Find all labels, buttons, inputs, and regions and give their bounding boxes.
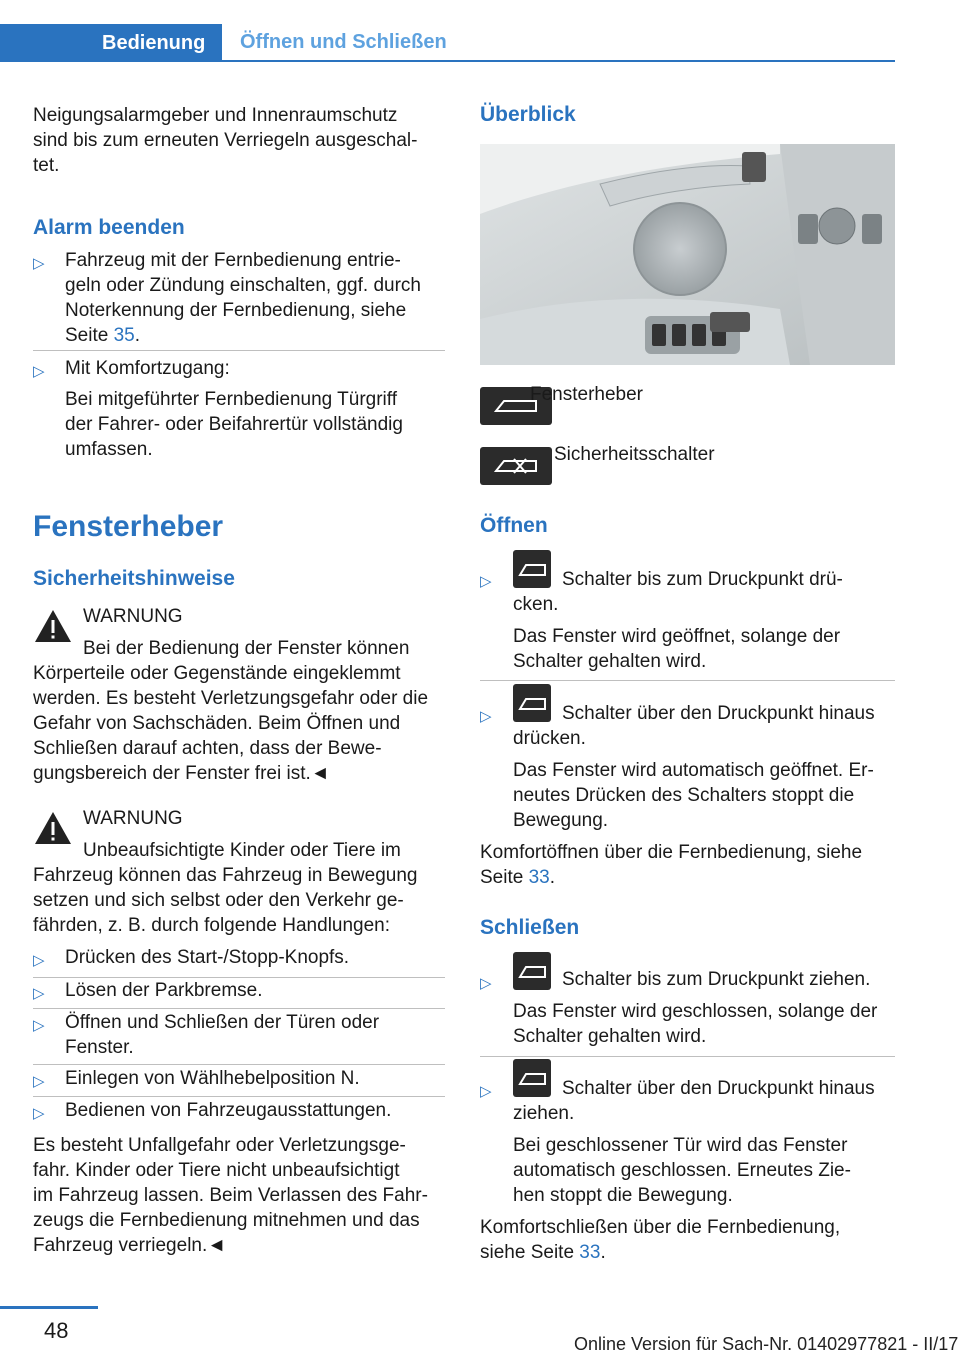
bullet-icon: ▷ — [33, 255, 45, 272]
alarm-bullet-1: Fahrzeug mit der Fernbedienung entrie- geln oder Zündung einschalten, ggf. durch Noterkennung der Fernbedienung, siehe Seite 35. — [65, 250, 421, 346]
open-bullet-2-line: Schalter über den Druckpunkt hinaus — [562, 703, 875, 724]
close-bullet-1-line: Schalter bis zum Druckpunkt ziehen. — [562, 969, 871, 990]
warning-triangle-icon — [33, 608, 73, 644]
page-link-33[interactable]: 33 — [579, 1242, 601, 1263]
warning-2-first-line: Unbeaufsichtigte Kinder oder Tiere im — [83, 840, 401, 861]
intro-paragraph: Neigungsalarmgeber und Innenraumschutz sind bis zum erneuten Verriegeln ausgeschal- tet. — [33, 105, 418, 176]
divider — [33, 1064, 445, 1065]
bullet-icon: ▷ — [480, 573, 492, 590]
bullet-icon: ▷ — [480, 975, 492, 992]
open-heading: Öffnen — [480, 514, 548, 537]
footer-rule — [0, 1306, 98, 1309]
divider — [33, 350, 445, 351]
list-item: Drücken des Start-/Stopp-Knopfs. — [65, 947, 350, 968]
divider — [480, 1056, 895, 1057]
open-bullet-1-cont: cken. — [513, 594, 559, 615]
list-item: Einlegen von Wählhebelposition N. — [65, 1068, 360, 1089]
legend-sicherheitsschalter: Sicherheitsschalter — [554, 444, 715, 465]
window-switch-icon — [513, 1059, 551, 1097]
safety-switch-legend-icon — [480, 447, 552, 485]
divider — [480, 680, 895, 681]
main-heading: Fensterheber — [33, 510, 224, 543]
page-header — [0, 24, 960, 62]
divider — [33, 1096, 445, 1097]
bullet-icon: ▷ — [33, 1017, 45, 1034]
bullet-icon: ▷ — [33, 1105, 45, 1122]
warning-2-body: Fahrzeug können das Fahrzeug in Bewegung setzen und sich selbst oder den Verkehr ge- fährden, z. B. durch folgende Handlungen: — [33, 865, 418, 936]
window-switch-icon — [513, 684, 551, 722]
close-bullet-1-sub: Das Fenster wird geschlossen, solange der Schalter gehalten wird. — [513, 1001, 878, 1047]
warning-2-end: Es besteht Unfallgefahr oder Verletzungsge- fahr. Kinder oder Tiere nicht unbeaufsichtigt im Fahrzeug lassen. Beim Verlassen des Fahr- zeugs die Fernbedienung mitnehmen und das Fahrzeug verriegeln.◄ — [33, 1135, 428, 1256]
open-bullet-1-sub: Das Fenster wird geöffnet, solange der Schalter gehalten wird. — [513, 626, 841, 672]
close-bullet-2-cont: ziehen. — [513, 1103, 575, 1124]
close-bullet-2-sub: Bei geschlossener Tür wird das Fenster automatisch geschlossen. Erneutes Zie- hen stoppt die Bewegung. — [513, 1135, 851, 1206]
close-bullet-2-line: Schalter über den Druckpunkt hinaus — [562, 1078, 875, 1099]
bullet-icon: ▷ — [480, 708, 492, 725]
bullet-icon: ▷ — [33, 952, 45, 969]
door-panel-illustration — [480, 144, 895, 365]
page-number: 48 — [44, 1318, 69, 1343]
online-version-text: Online Version für Sach-Nr. 01402977821 - II/17 — [574, 1334, 959, 1354]
window-switch-icon — [513, 550, 551, 588]
page-link-35[interactable]: 35 — [113, 325, 135, 346]
safety-heading: Sicherheitshinweise — [33, 567, 235, 590]
overview-heading: Überblick — [480, 103, 576, 126]
open-bullet-2-sub: Das Fenster wird automatisch geöffnet. Er- neutes Drücken des Schalters stoppt die Bewegung. — [513, 760, 874, 831]
open-bullet-2-cont: drücken. — [513, 728, 586, 749]
list-item: Lösen der Parkbremse. — [65, 980, 263, 1001]
warning-1-first-line: Bei der Bedienung der Fenster können — [83, 638, 410, 659]
bullet-icon: ▷ — [33, 363, 45, 380]
warning-1-label: WARNUNG — [83, 606, 183, 627]
close-note: Komfortschließen über die Fernbedienung, siehe Seite 33. — [480, 1217, 841, 1263]
page-link-33[interactable]: 33 — [528, 867, 550, 888]
open-note: Komfortöffnen über die Fernbedienung, siehe Seite 33. — [480, 842, 863, 888]
warning-2-label: WARNUNG — [83, 808, 183, 829]
alarm-bullet-2: Mit Komfortzugang: Bei mitgeführter Fernbedienung Türgriff der Fahrer- oder Beifahrertür vollständig umfassen. — [65, 358, 403, 460]
divider — [33, 1008, 445, 1009]
bullet-icon: ▷ — [480, 1083, 492, 1100]
list-item: Bedienen von Fahrzeugausstattungen. — [65, 1100, 392, 1121]
open-bullet-1-line: Schalter bis zum Druckpunkt drü- — [562, 569, 843, 590]
close-heading: Schließen — [480, 916, 580, 939]
alarm-heading: Alarm beenden — [33, 216, 185, 239]
legend-fensterheber: Fensterheber — [530, 384, 644, 405]
bullet-icon: ▷ — [33, 985, 45, 1002]
tab-oeffnen-schliessen[interactable]: Öffnen und Schließen — [240, 31, 447, 53]
tab-bedienung[interactable]: Bedienung — [0, 24, 222, 62]
header-rule — [0, 60, 895, 62]
list-item: Öffnen und Schließen der Türen oder Fenster. — [65, 1012, 380, 1058]
warning-1-body: Körperteile oder Gegenstände eingeklemmt werden. Es besteht Verletzungsgefahr oder die Gefahr von Sachschäden. Beim Öffnen und Schließen darauf achten, dass der Bewe- gungsbereich der Fenster frei ist.◄ — [33, 663, 429, 784]
door-panel-photo — [480, 144, 895, 365]
window-switch-icon — [513, 952, 551, 990]
warning-triangle-icon — [33, 810, 73, 846]
bullet-icon: ▷ — [33, 1073, 45, 1090]
